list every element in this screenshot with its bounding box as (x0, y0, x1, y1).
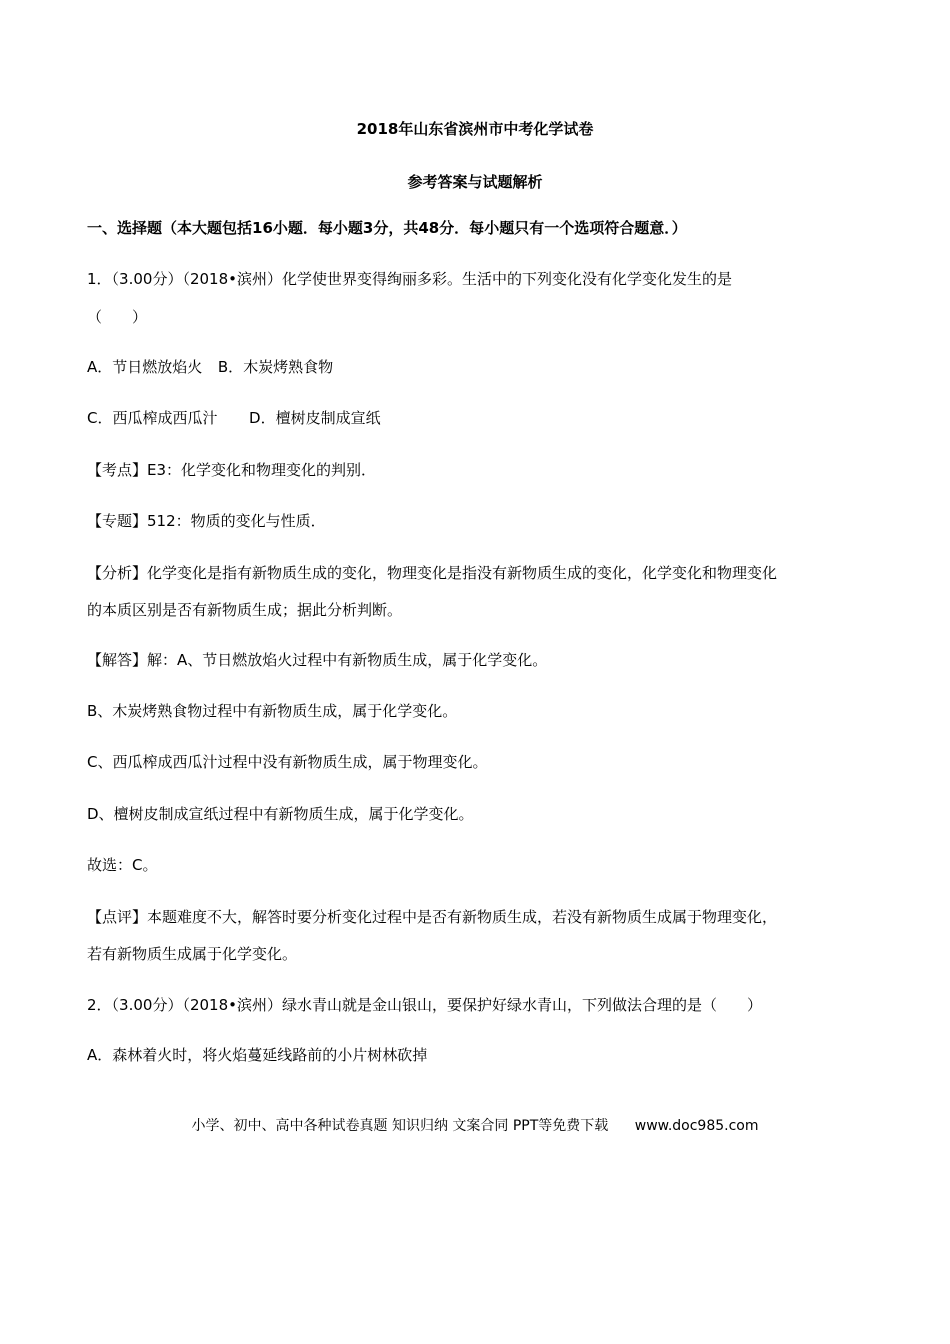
document-subtitle: 参考答案与试题解析 (407, 173, 543, 191)
q1-dianping-line2: 若有新物质生成属于化学变化。 (87, 945, 298, 963)
q1-dianping-line1: 【点评】本题难度不大，解答时要分析变化过程中是否有新物质生成，若没有新物质生成属于物理变化， (87, 908, 778, 926)
footer-text: 小学、初中、高中各种试卷真题 知识归纳 文案合同 PPT等免费下载 (191, 1118, 609, 1134)
q1-jieda-line3: C、西瓜榨成西瓜汁过程中没有新物质生成，属于物理变化。 (87, 753, 488, 771)
q1-option-c: C．西瓜榨成西瓜汁 (87, 409, 218, 427)
q1-stem-line2: （ ） (87, 308, 148, 326)
q1-option-d: D．檀树皮制成宣纸 (249, 409, 381, 427)
document-title: 2018年山东省滨州市中考化学试卷 (356, 120, 594, 138)
section-heading: 一、选择题（本大题包括16小题．每小题3分，共48分．每小题只有一个选项符合题意．） (87, 219, 687, 237)
q1-jieda-line4: D、檀树皮制成宣纸过程中有新物质生成，属于化学变化。 (87, 805, 474, 823)
page-footer (0, 1115, 950, 1135)
q1-option-b: B．木炭烤熟食物 (217, 358, 334, 376)
q1-stem-line1: 1．（3.00分）（2018•滨州）化学使世界变得绚丽多彩。生活中的下列变化没有化学变化发生的是 (87, 270, 732, 288)
q1-jieda-line2: B、木炭烤熟食物过程中有新物质生成，属于化学变化。 (87, 702, 458, 720)
q1-kaodian: 【考点】E3：化学变化和物理变化的判别． (87, 461, 377, 479)
q1-jieda-line1: 【解答】解：A、节日燃放焰火过程中有新物质生成，属于化学变化。 (87, 651, 548, 669)
q1-options-row-ab (87, 357, 867, 377)
q1-fenxi-line1: 【分析】化学变化是指有新物质生成的变化，物理变化是指没有新物质生成的变化，化学变化和物理变化 (87, 564, 778, 582)
q1-option-a: A．节日燃放焰火 (87, 358, 203, 376)
q2-option-a: A．森林着火时，将火焰蔓延线路前的小片树林砍掉 (87, 1046, 428, 1064)
q1-fenxi-line2: 的本质区别是否有新物质生成；据此分析判断。 (87, 601, 403, 619)
footer-url[interactable]: www.doc985.com (634, 1118, 759, 1134)
q1-zhuanti: 【专题】512：物质的变化与性质． (87, 512, 326, 530)
q1-answer: 故选：C。 (87, 856, 158, 874)
q1-options-row-cd (87, 408, 867, 428)
q2-stem: 2．（3.00分）（2018•滨州）绿水青山就是金山银山，要保护好绿水青山，下列做法合理的是（ ） (87, 996, 762, 1014)
